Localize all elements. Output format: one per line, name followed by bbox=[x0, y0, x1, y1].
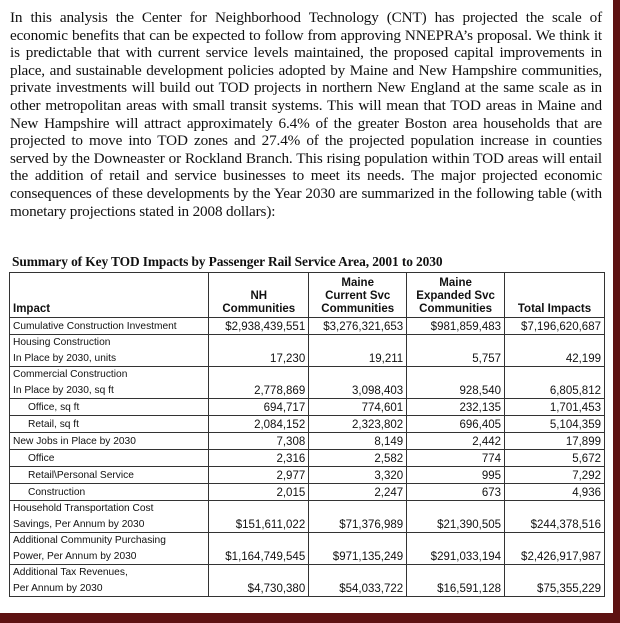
value-maine-expanded: $291,033,194 bbox=[407, 533, 505, 565]
header-total: Total Impacts bbox=[505, 273, 605, 318]
table-row bbox=[10, 484, 605, 501]
value-total: 17,899 bbox=[505, 433, 605, 450]
row-label-line: New Jobs in Place by 2030 bbox=[13, 435, 136, 447]
value-maine-current: 3,098,403 bbox=[309, 367, 407, 399]
row-label bbox=[10, 467, 209, 484]
table-header-row bbox=[10, 273, 605, 318]
value-maine-current: 2,323,802 bbox=[309, 416, 407, 433]
row-label-line: Housing Construction bbox=[13, 337, 111, 348]
row-label-line: Retail, sq ft bbox=[28, 418, 79, 430]
value-total: $7,196,620,687 bbox=[505, 318, 605, 335]
row-label-line: Additional Tax Revenues, bbox=[13, 567, 128, 578]
value-nh: 2,015 bbox=[209, 484, 309, 501]
header-nh bbox=[209, 273, 309, 318]
table-row bbox=[10, 416, 605, 433]
value-nh: $1,164,749,545 bbox=[209, 533, 309, 565]
value-total: 42,199 bbox=[505, 335, 605, 367]
row-label bbox=[10, 565, 209, 597]
value-total: 1,701,453 bbox=[505, 399, 605, 416]
value-total: 7,292 bbox=[505, 467, 605, 484]
value-maine-current: 19,211 bbox=[309, 335, 407, 367]
value-maine-expanded: 696,405 bbox=[407, 416, 505, 433]
row-label-line: Power, Per Annum by 2030 bbox=[13, 550, 137, 562]
header-maine-expanded-line: Communities bbox=[419, 303, 493, 315]
value-nh: 2,778,869 bbox=[209, 367, 309, 399]
value-total: $75,355,229 bbox=[505, 565, 605, 597]
table-row bbox=[10, 433, 605, 450]
header-maine-current-line: Communities bbox=[321, 303, 395, 315]
value-maine-current: $71,376,989 bbox=[309, 501, 407, 533]
value-maine-expanded: $21,390,505 bbox=[407, 501, 505, 533]
table-row bbox=[10, 335, 605, 367]
value-nh: $151,611,022 bbox=[209, 501, 309, 533]
row-label-line: Household Transportation Cost bbox=[13, 503, 154, 514]
table-body bbox=[10, 318, 605, 597]
value-maine-expanded: 2,442 bbox=[407, 433, 505, 450]
table-row bbox=[10, 467, 605, 484]
table-row bbox=[10, 399, 605, 416]
header-maine-current bbox=[309, 273, 407, 318]
value-total: 5,104,359 bbox=[505, 416, 605, 433]
row-label-line: Construction bbox=[28, 486, 86, 498]
header-nh-line: Communities bbox=[222, 303, 296, 315]
value-nh: $2,938,439,551 bbox=[209, 318, 309, 335]
header-maine-current-line: Current Svc bbox=[325, 290, 391, 302]
header-impact: Impact bbox=[10, 273, 209, 318]
header-maine-current-line: Maine bbox=[341, 277, 374, 289]
value-maine-current: $971,135,249 bbox=[309, 533, 407, 565]
table-row bbox=[10, 501, 605, 533]
value-nh: 2,977 bbox=[209, 467, 309, 484]
row-label bbox=[10, 318, 209, 335]
header-nh-line: NH bbox=[250, 290, 268, 302]
row-label bbox=[10, 501, 209, 533]
value-maine-expanded: $981,859,483 bbox=[407, 318, 505, 335]
table-title: Summary of Key TOD Impacts by Passenger Rail Service Area, 2001 to 2030 bbox=[12, 254, 443, 269]
row-label bbox=[10, 484, 209, 501]
row-label bbox=[10, 335, 209, 367]
value-nh: 17,230 bbox=[209, 335, 309, 367]
value-total: 5,672 bbox=[505, 450, 605, 467]
value-maine-expanded: 673 bbox=[407, 484, 505, 501]
table-row bbox=[10, 367, 605, 399]
value-maine-current: 774,601 bbox=[309, 399, 407, 416]
value-maine-expanded: 5,757 bbox=[407, 335, 505, 367]
header-maine-expanded bbox=[407, 273, 505, 318]
row-label-line: In Place by 2030, units bbox=[13, 352, 117, 364]
intro-paragraph: In this analysis the Center for Neighborhood Technology (CNT) has projected the scale of economic benefits that can be expected to follow from approving NNEPRA’s proposal. We think it is predictable that with current service levels maintained, the proposed capital improvements in place, and sustainable development policies adopted by Maine and New Hampshire communities, private investments will build out TOD projects in northern New England at the same scale as in other metropolitan areas with small transit systems. This will mean that TOD areas in Maine and New Hampshire will attract approximately 6.4% of the greater Boston area households that are projected to move into TOD zones and 27.4% of the projected population increase in counties served by the Downeaster or Rockland Branch. This rising population within TOD areas will entail the addition of retail and service businesses to meet its needs. The major projected economic consequences of these developments by the Year 2030 are summarized in the following table (with monetary projections stated in 2008 dollars): bbox=[10, 9, 602, 220]
table-row bbox=[10, 565, 605, 597]
value-total: 6,805,812 bbox=[505, 367, 605, 399]
row-label-line: Office bbox=[28, 452, 55, 464]
value-total: $2,426,917,987 bbox=[505, 533, 605, 565]
row-label bbox=[10, 433, 209, 450]
header-maine-expanded-line: Expanded Svc bbox=[416, 290, 495, 302]
value-nh: 694,717 bbox=[209, 399, 309, 416]
row-label-line: Cumulative Construction Investment bbox=[13, 320, 177, 332]
header-maine-expanded-line: Maine bbox=[439, 277, 472, 289]
value-maine-current: 8,149 bbox=[309, 433, 407, 450]
value-maine-expanded: 928,540 bbox=[407, 367, 505, 399]
value-nh: 7,308 bbox=[209, 433, 309, 450]
table-row bbox=[10, 533, 605, 565]
value-nh: 2,316 bbox=[209, 450, 309, 467]
value-total: 4,936 bbox=[505, 484, 605, 501]
value-total: $244,378,516 bbox=[505, 501, 605, 533]
value-maine-current: 2,247 bbox=[309, 484, 407, 501]
row-label-line: Additional Community Purchasing bbox=[13, 535, 166, 546]
value-maine-current: $3,276,321,653 bbox=[309, 318, 407, 335]
row-label-line: In Place by 2030, sq ft bbox=[13, 384, 114, 396]
row-label-line: Office, sq ft bbox=[28, 401, 80, 413]
row-label-line: Per Annum by 2030 bbox=[13, 582, 103, 594]
table-row bbox=[10, 450, 605, 467]
row-label-line: Commercial Construction bbox=[13, 369, 128, 380]
row-label bbox=[10, 399, 209, 416]
value-maine-current: 3,320 bbox=[309, 467, 407, 484]
value-maine-expanded: 995 bbox=[407, 467, 505, 484]
value-maine-current: 2,582 bbox=[309, 450, 407, 467]
row-label bbox=[10, 450, 209, 467]
value-nh: $4,730,380 bbox=[209, 565, 309, 597]
row-label-line: Savings, Per Annum by 2030 bbox=[13, 518, 145, 530]
value-maine-expanded: 774 bbox=[407, 450, 505, 467]
value-maine-expanded: 232,135 bbox=[407, 399, 505, 416]
value-maine-current: $54,033,722 bbox=[309, 565, 407, 597]
row-label bbox=[10, 367, 209, 399]
value-nh: 2,084,152 bbox=[209, 416, 309, 433]
row-label-line: Retail\Personal Service bbox=[28, 469, 134, 481]
value-maine-expanded: $16,591,128 bbox=[407, 565, 505, 597]
row-label bbox=[10, 533, 209, 565]
table-row bbox=[10, 318, 605, 335]
row-label bbox=[10, 416, 209, 433]
tod-impacts-table bbox=[9, 272, 605, 597]
